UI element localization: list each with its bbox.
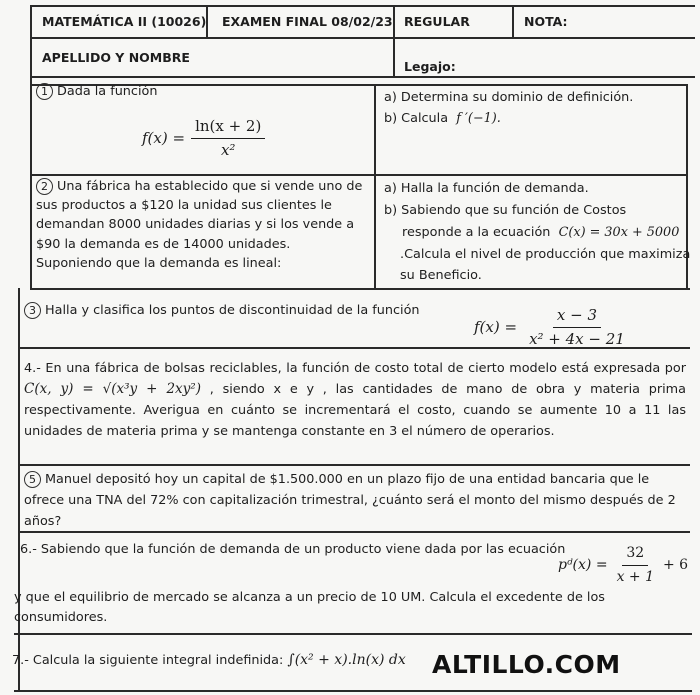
q1-part-b: b) Calcula f ′(−1). bbox=[384, 111, 501, 126]
q3-func-num: x − 3 bbox=[553, 306, 601, 328]
header-bottom-border bbox=[30, 76, 695, 78]
q12-left-border bbox=[30, 78, 32, 290]
header-left-border bbox=[30, 5, 32, 78]
q2-part-b1: b) Sabiendo que su función de Costos bbox=[384, 203, 627, 218]
q2-number: 2 bbox=[36, 178, 53, 195]
q3-bottom-border bbox=[18, 347, 690, 349]
q1-part-a: a) Determina su dominio de definición. bbox=[384, 90, 634, 105]
exam-label: EXAMEN FINAL 08/02/23 bbox=[222, 14, 393, 29]
q4-text: 4.- En una fábrica de bolsas reciclables, la función de costo total de cierto modelo está expresada por C(x, y) = √(x³y + 2xy²) , siendo x e y , las cantidades de mano de obra y materia prima respectivamente. Averigua en cuánto se incrementará el costo, cuando se aumente 10 a 11 las unidades de materia prima y se mantenga constante en 3 el número de operarios. bbox=[24, 361, 686, 439]
q1-func-num: ln(x + 2) bbox=[191, 117, 265, 139]
q6-func-den: x + 1 bbox=[616, 568, 654, 585]
q2-cost-expr: C(x) = 30x + 5000 bbox=[558, 225, 680, 240]
q1-intro: 1 Dada la función bbox=[36, 83, 157, 102]
grade-label: NOTA: bbox=[524, 14, 568, 29]
q6-rest: y que el equilibrio de mercado se alcanza a un precio de 10 UM. Calcula el excedente de los consumidores. bbox=[14, 590, 605, 625]
q1-func-den: x² bbox=[220, 140, 236, 159]
q4-formula: C(x, y) = √(x³y + 2xy²) bbox=[24, 381, 201, 397]
mode-label: REGULAR bbox=[404, 14, 470, 29]
q2-part-b4: su Beneficio. bbox=[400, 268, 482, 283]
q1-b-expr: f ′(−1). bbox=[456, 111, 501, 126]
id-label: Legajo: bbox=[404, 59, 456, 74]
name-label: APELLIDO Y NOMBRE bbox=[42, 50, 190, 65]
q5-bottom-border bbox=[18, 531, 690, 533]
q6-prefix: 6.- Sabiendo que la función de demanda de un producto viene dada por las ecuación bbox=[20, 542, 566, 557]
q12-mid-border bbox=[374, 84, 376, 290]
q6-bottom-border bbox=[14, 633, 692, 635]
q5-number: 5 bbox=[24, 471, 41, 488]
subject-label: MATEMÁTICA II (10026) bbox=[42, 14, 207, 29]
header-sep-3 bbox=[512, 5, 514, 38]
q1-number: 1 bbox=[36, 83, 53, 100]
q3-function bbox=[474, 306, 629, 348]
q5-text: 5 Manuel depositó hoy un capital de $1.500.000 en un plazo fijo de una entidad bancaria que le ofrece una TNA del 72% con capitalización trimestral, ¿cuánto será el monto del mismo después de 2 años? bbox=[24, 472, 676, 529]
q2-part-b3: .Calcula el nivel de producción que maximiza bbox=[400, 247, 691, 262]
q2-bottom-border bbox=[30, 288, 690, 290]
q7-text: 7.- Calcula la siguiente integral indefinida: ∫(x² + x).ln(x) dx bbox=[12, 652, 406, 668]
q1-func-lhs: f(x) = bbox=[142, 128, 186, 147]
q3-text: 3 Halla y clasifica los puntos de discontinuidad de la función bbox=[24, 302, 420, 321]
q1-bottom-border bbox=[30, 174, 688, 176]
q3-number: 3 bbox=[24, 302, 41, 319]
q6-function bbox=[558, 544, 688, 586]
q7-integral: ∫(x² + x).ln(x) dx bbox=[287, 652, 406, 668]
q1-function bbox=[142, 117, 265, 159]
q7-bottom-border bbox=[14, 690, 692, 692]
q6-func-lhs: pᵈ(x) = bbox=[558, 556, 608, 573]
q3-func-den: x² + 4x − 21 bbox=[529, 329, 625, 348]
q6-func-tail: + 6 bbox=[663, 556, 689, 573]
q3-func-lhs: f(x) = bbox=[474, 317, 518, 336]
q2-text: 2 Una fábrica ha establecido que si vende uno de sus productos a $120 la unidad sus clientes le demandan 8000 unidades diarias y si los vende a $90 la demanda es de 14000 unidades. Suponiendo que la demanda es lineal: bbox=[36, 179, 363, 271]
watermark-logo: ALTILLO.COM bbox=[432, 650, 621, 679]
q2-part-a: a) Halla la función de demanda. bbox=[384, 181, 589, 196]
q6-func-num: 32 bbox=[622, 544, 648, 566]
q2-part-b2: responde a la ecuación C(x) = 30x + 5000 bbox=[402, 225, 680, 240]
q4-bottom-border bbox=[18, 464, 690, 466]
